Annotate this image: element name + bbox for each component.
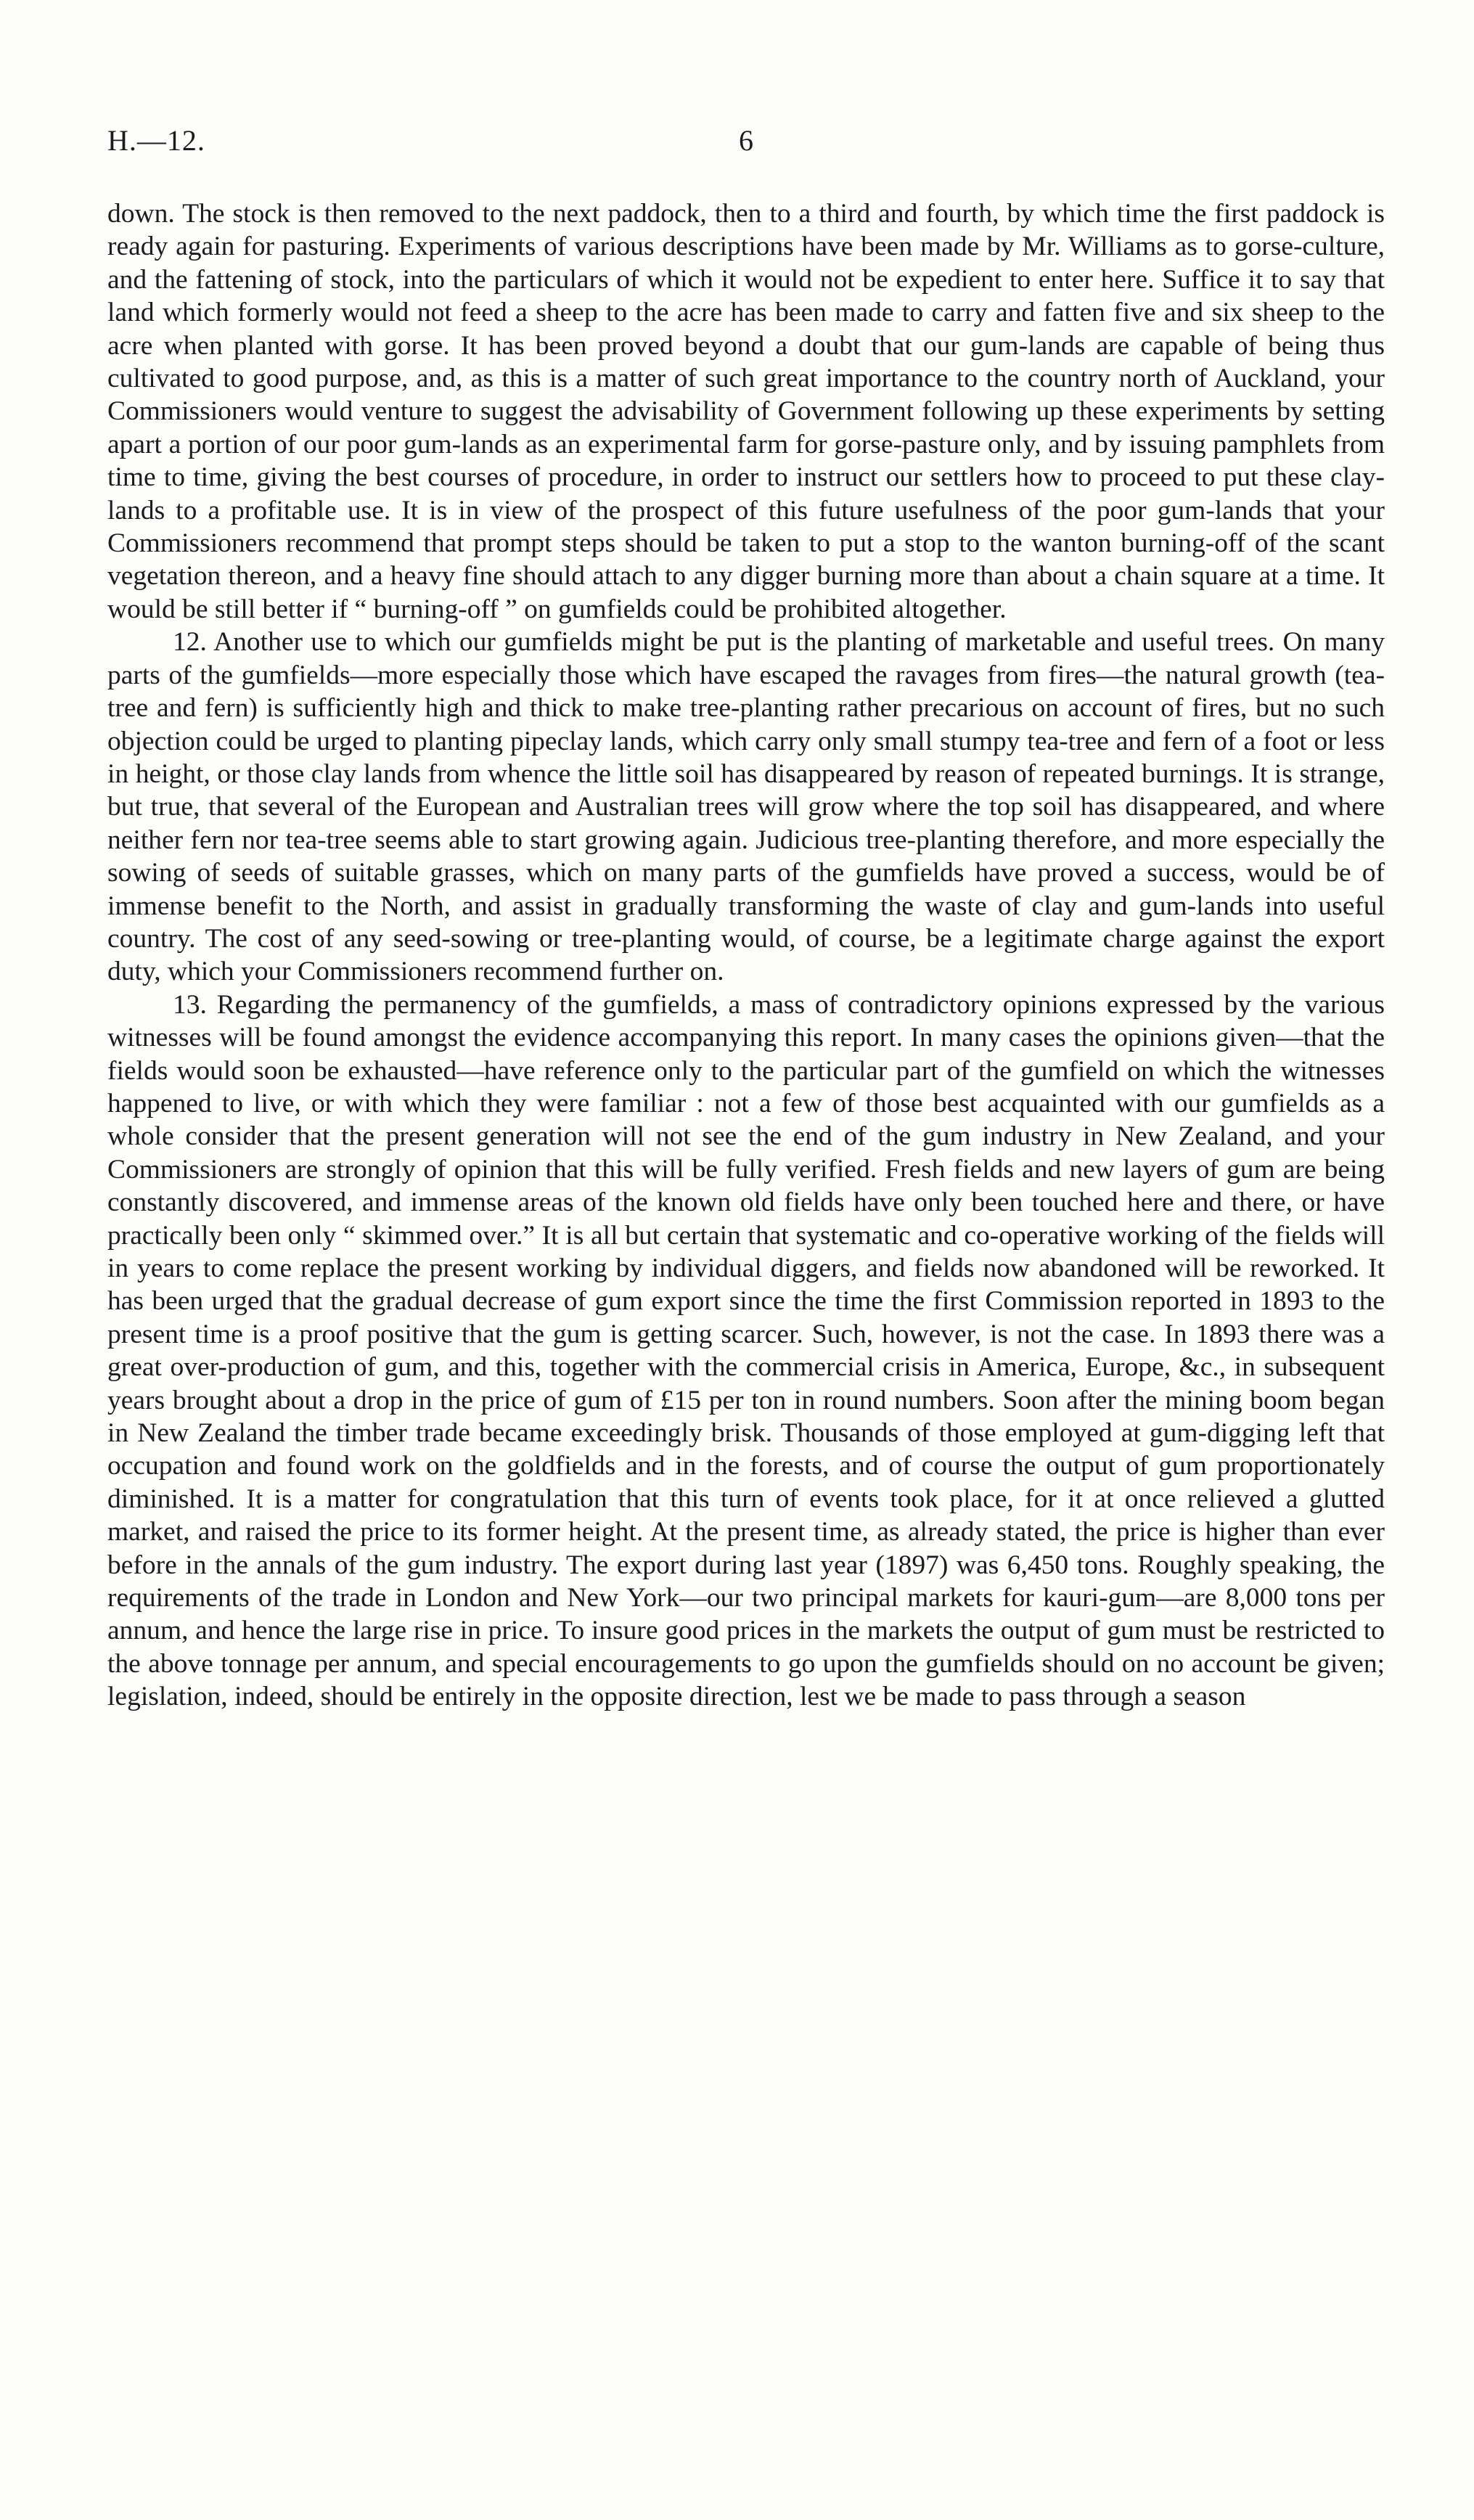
page-number: 6: [739, 124, 753, 157]
paragraph-13: 13. Regarding the permanency of the gumfields, a mass of contradictory opinions expressed by the various witnesses will be found amongst the evidence accompanying this report. In many cases the opinions given—that the fields would soon be exhausted—have reference only to the particular part of the gumfield on which the witnesses happened to live, or with which they were familiar : not a few of those best acquainted with our gumfields as a whole consider that the present generation will not see the end of the gum industry in New Zealand, and your Commissioners are strongly of opinion that this will be fully verified. Fresh fields and new layers of gum are being constantly discovered, and immense areas of the known old fields have only been touched here and there, or have practically been only “ skimmed over.” It is all but certain that systematic and co-operative working of the fields will in years to come replace the present working by individual diggers, and fields now abandoned will be reworked. It has been urged that the gradual decrease of gum export since the time the first Commission reported in 1893 to the present time is a proof positive that the gum is getting scarcer. Such, however, is not the case. In 1893 there was a great over-production of gum, and this, together with the commercial crisis in America, Europe, &c., in subsequent years brought about a drop in the price of gum of £15 per ton in round numbers. Soon after the mining boom began in New Zealand the timber trade became exceedingly brisk. Thousands of those employed at gum-digging left that occupation and found work on the goldfields and in the forests, and of course the output of gum proportionately diminished. It is a matter for congratulation that this turn of events took place, for it at once relieved a glutted market, and raised the price to its former height. At the present time, as already stated, the price is higher than ever before in the annals of the gum industry. The export during last year (1897) was 6,450 tons. Roughly speaking, the requirements of the trade in London and New York—our two principal markets for kauri-gum—are 8,000 tons per annum, and hence the large rise in price. To insure good prices in the markets the output of gum must be restricted to the above tonnage per annum, and special encouragements to go upon the gumfields should on no account be given; legislation, indeed, should be entirely in the opposite direction, lest we be made to pass through a season: [107, 989, 1385, 1712]
document-reference: H.—12.: [107, 124, 205, 157]
paragraph-continuation: down. The stock is then removed to the next paddock, then to a third and fourth, by which time the first paddock is ready again for pasturing. Experiments of various descriptions have been made by Mr. Williams as to gorse-culture, and the fattening of stock, into the particulars of which it would not be expedient to enter here. Suffice it to say that land which formerly would not feed a sheep to the acre has been made to carry and fatten five and six sheep to the acre when planted with gorse. It has been proved beyond a doubt that our gum-lands are capable of being thus cultivated to good purpose, and, as this is a matter of such great importance to the country north of Auckland, your Commissioners would venture to suggest the advisability of Government following up these experiments by setting apart a portion of our poor gum-lands as an experimental farm for gorse-pasture only, and by issuing pamphlets from time to time, giving the best courses of procedure, in order to instruct our settlers how to proceed to put these clay-lands to a profitable use. It is in view of the prospect of this future usefulness of the poor gum-lands that your Commissioners recommend that prompt steps should be taken to put a stop to the wanton burning-off of the scant vegetation thereon, and a heavy fine should attach to any digger burning more than about a chain square at a time. It would be still better if “ burning-off ” on gumfields could be prohibited altogether.: [107, 199, 1385, 624]
paragraph-12: 12. Another use to which our gumfields might be put is the planting of marketable and useful trees. On many parts of the gumfields—more especially those which have escaped the ravages from fires—the natural growth (tea-tree and fern) is sufficiently high and thick to make tree-planting rather precarious on account of fires, but no such objection could be urged to planting pipeclay lands, which carry only small stumpy tea-tree and fern of a foot or less in height, or those clay lands from whence the little soil has disappeared by reason of repeated burnings. It is strange, but true, that several of the European and Australian trees will grow where the top soil has disappeared, and where neither fern nor tea-tree seems able to start growing again. Judicious tree-planting therefore, and more especially the sowing of seeds of suitable grasses, which on many parts of the gumfields have proved a success, would be of immense benefit to the North, and assist in gradually transforming the waste of clay and gum-lands into useful country. The cost of any seed-sowing or tree-planting would, of course, be a legitimate charge against the export duty, which your Commissioners recommend further on.: [107, 627, 1385, 987]
body-text: [107, 197, 1385, 1714]
page-header: [107, 123, 1385, 167]
